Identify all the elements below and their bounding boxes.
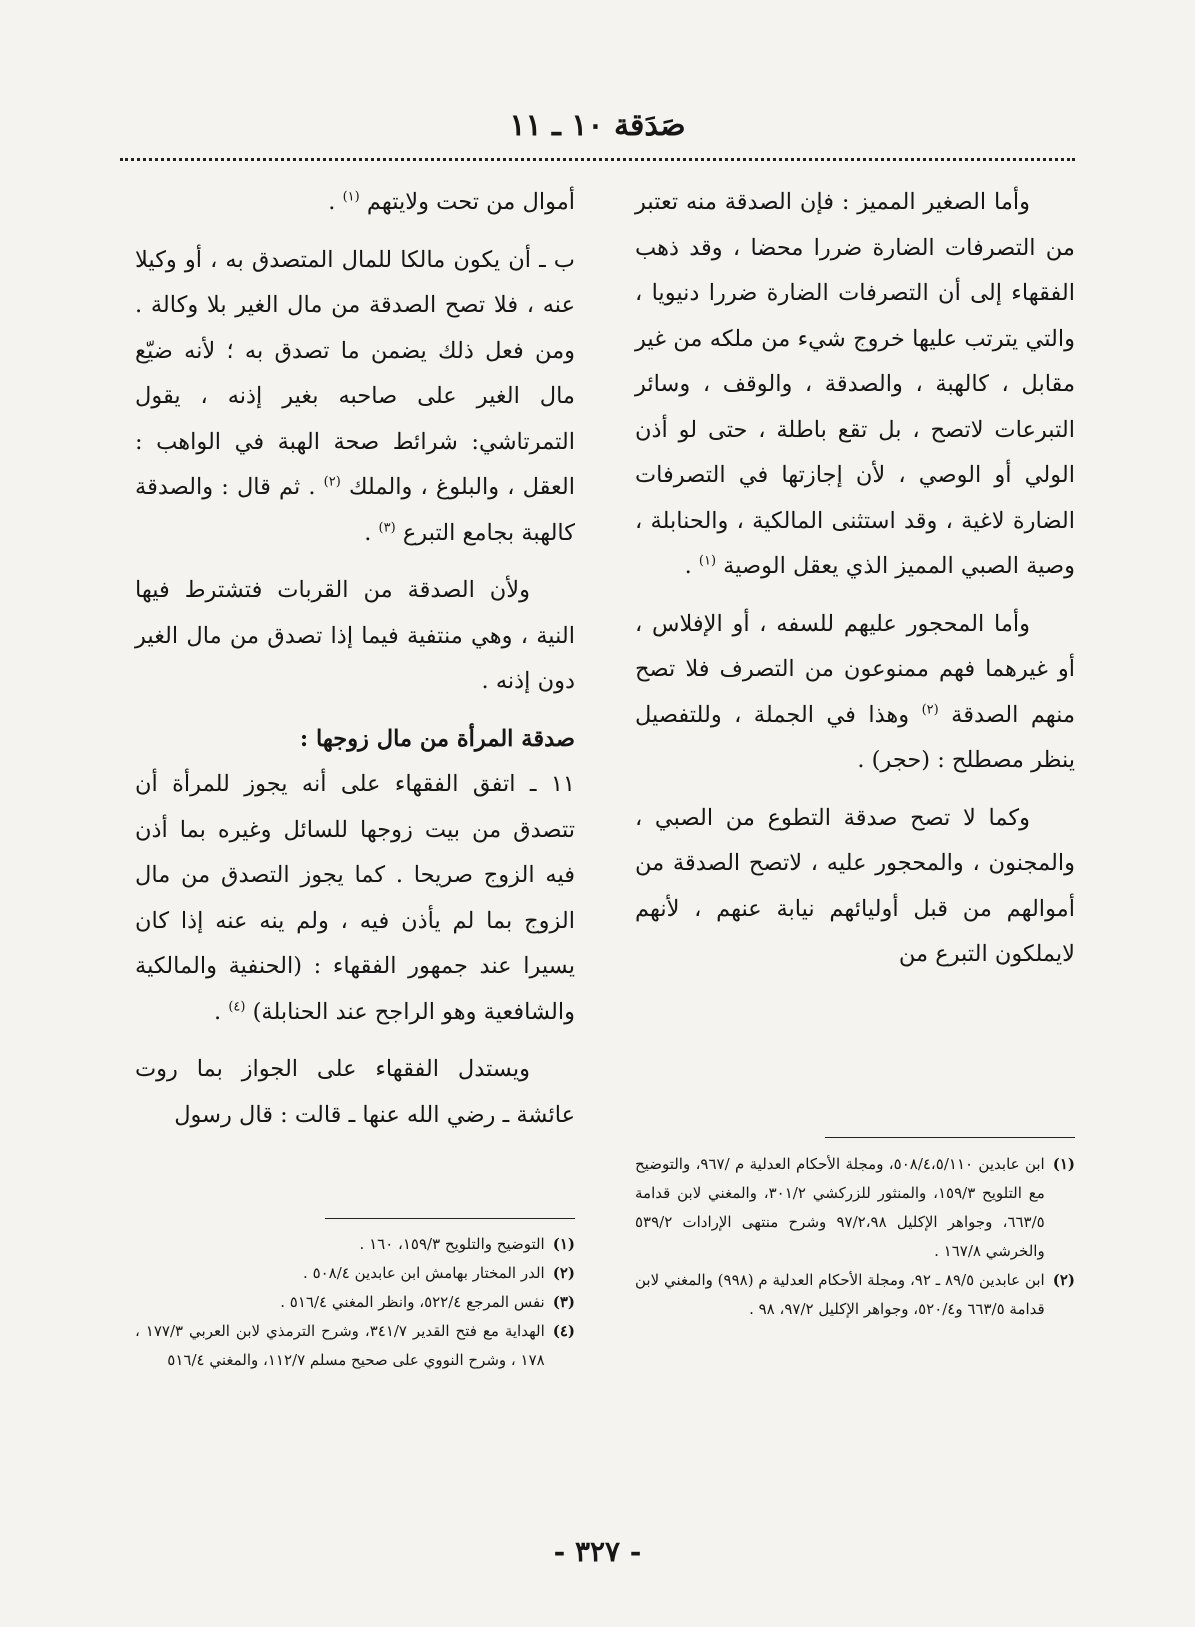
paragraph-end: . bbox=[328, 189, 343, 215]
paragraph-intention bbox=[135, 568, 575, 705]
section-heading: صدقة المرأة من مال زوجها : bbox=[299, 725, 575, 752]
page-number: - ٣٢٧ - bbox=[553, 1535, 642, 1568]
paragraph-text: ١١ ـ اتفق الفقهاء على أنه يجوز للمرأة أن تتصدق من بيت زوجها للسائل وغيره بما أذن فيه الزوج صريحا . كما يجوز التصدق من مال الزوج بما لم يأذن فيه ، ولم ينه عنه إذا كان يسيرا عند جمهور الفقهاء : (الحنفية والمالكية والشافعية وهو الراجح عند الحنابلة) bbox=[135, 771, 575, 1025]
header-dotted-divider bbox=[120, 158, 1075, 161]
footnote-item bbox=[135, 1317, 575, 1375]
paragraph-evidence bbox=[135, 1047, 575, 1138]
paragraph-end: . bbox=[364, 519, 379, 546]
footnote-number: (١) bbox=[552, 1235, 575, 1253]
footnote-ref[interactable]: (٢) bbox=[921, 702, 939, 717]
footnote-ref[interactable]: (١) bbox=[698, 553, 717, 569]
footnote-item bbox=[135, 1288, 575, 1317]
paragraph-text: وكما لا تصح صدقة التطوع من الصبي ، والمجنون ، والمحجور عليه ، لاتصح الصدقة من أموالهم من قبل أوليائهم نيابة عنهم ، لأنهم لايملكون التبرع من bbox=[635, 804, 1075, 967]
footnote-ref[interactable]: (١) bbox=[342, 189, 360, 205]
paragraph-text: ب ـ أن يكون مالكا للمال المتصدق به ، أو وكيلا عنه ، فلا تصح الصدقة من مال الغير بلا وكالة . ومن فعل ذلك يضمن ما تصدق به ؛ لأنه ضيّع مال الغير على صاحبه بغير إذنه ، يقول التمرتاشي: شرائط صحة الهبة في الواهب : العقل ، والبلوغ ، والملك bbox=[135, 246, 575, 500]
footnote-item bbox=[635, 1150, 1075, 1266]
footnote-ref[interactable]: (٤) bbox=[228, 999, 246, 1014]
paragraph-continuation bbox=[135, 180, 575, 226]
paragraph-ownership bbox=[135, 238, 575, 557]
footnote-item bbox=[135, 1259, 575, 1288]
footnote-text: نفس المرجع ٥٢٢/٤، وانظر المغني ٥١٦/٤ . bbox=[280, 1293, 545, 1311]
paragraph-text: . ثم قال : والصدقة كالهبة بجامع التبرع bbox=[135, 474, 575, 546]
footnote-text: ابن عابدين ٥٠٨/٤،٥/١١٠، ومجلة الأحكام العدلية م /٩٦٧، والتوضيح مع التلويح ١٥٩/٣، والمنثور للزركشي ٣٠١/٢، والمغني لابن قدامة ٦٦٣/٥، وجواهر الإكليل ٩٧/٢،٩٨ وشرح منتهى الإرادات ٥٣٩/٢ والخرشي ١٦٧/٨ . bbox=[635, 1155, 1045, 1260]
paragraph-text: وهذا في الجملة ، وللتفصيل ينظر مصطلح : (حجر) . bbox=[635, 701, 1075, 773]
left-column bbox=[135, 180, 575, 1150]
footnote-text: الدر المختار بهامش ابن عابدين ٥٠٨/٤ . bbox=[303, 1264, 545, 1282]
footnotes-right bbox=[635, 1150, 1075, 1324]
footnote-number: (٤) bbox=[552, 1322, 575, 1340]
paragraph-text: وأما المحجور عليهم للسفه ، أو الإفلاس ، أو غيرهما فهم ممنوعون من التصرف فلا تصح منهم الصدقة bbox=[635, 610, 1076, 728]
paragraph-discerning-child bbox=[635, 180, 1075, 590]
footnote-number: (٢) bbox=[1052, 1271, 1075, 1289]
footnote-number: (٢) bbox=[552, 1264, 575, 1282]
paragraph-text: أموال من تحت ولايتهم bbox=[366, 189, 575, 215]
footnote-ref[interactable]: (٢) bbox=[323, 474, 341, 490]
paragraph-guardians bbox=[635, 796, 1075, 978]
footnote-item bbox=[635, 1266, 1075, 1324]
paragraph-text: ولأن الصدقة من القربات فتشترط فيها النية ، وهي منتفية فيما إذا تصدق من مال الغير دون إذنه . bbox=[135, 577, 575, 694]
footnote-ref[interactable]: (٣) bbox=[378, 520, 396, 535]
paragraph-text: وأما الصغير المميز : فإن الصدقة منه تعتبر من التصرفات الضارة ضررا محضا ، وقد ذهب الفقهاء إلى أن التصرفات الضارة ضررا دنيويا ، والتي يترتب عليها خروج شيء من ملكه من غير مقابل ، كالهبة ، والصدقة ، والوقف ، وسائر التبرعات لاتصح ، بل تقع باطلة ، حتى لو أذن الولي أو الوصي ، لأن إجازتها في التصرفات الضارة لاغية ، وقد استثنى المالكية ، والحنابلة ، وصية الصبي المميز الذي يعقل الوصية bbox=[635, 189, 1075, 579]
footnotes-left bbox=[135, 1230, 575, 1375]
paragraph-wife-charity bbox=[135, 762, 575, 1035]
paragraph-interdicted bbox=[635, 602, 1075, 784]
footnote-number: (١) bbox=[1052, 1155, 1075, 1173]
footnote-text: التوضيح والتلويح ١٥٩/٣، ١٦٠ . bbox=[359, 1235, 545, 1253]
page-title: صَدَقة ١٠ ـ ١١ bbox=[509, 108, 686, 143]
footnote-item bbox=[135, 1230, 575, 1259]
paragraph-end: . bbox=[214, 998, 229, 1025]
footnote-text: الهداية مع فتح القدير ٣٤١/٧، وشرح الترمذي لابن العربي ١٧٧/٣ ، ١٧٨ ، وشرح النووي على صحيح مسلم ١١٢/٧، والمغني ٥١٦/٤ bbox=[135, 1322, 545, 1369]
footnote-text: ابن عابدين ٨٩/٥ ـ ٩٢، ومجلة الأحكام العدلية م (٩٩٨) والمغني لابن قدامة ٦٦٣/٥ و٥٢٠/٤، وجواهر الإكليل ٩٧/٢، ٩٨ . bbox=[635, 1271, 1045, 1318]
footnote-divider bbox=[325, 1218, 575, 1219]
paragraph-text: ويستدل الفقهاء على الجواز بما روت عائشة ـ رضي الله عنها ـ قالت : قال رسول bbox=[135, 1056, 575, 1128]
footnote-divider bbox=[825, 1137, 1075, 1138]
footnote-number: (٣) bbox=[552, 1293, 575, 1311]
right-column bbox=[635, 180, 1075, 990]
paragraph-end: . bbox=[684, 553, 699, 579]
